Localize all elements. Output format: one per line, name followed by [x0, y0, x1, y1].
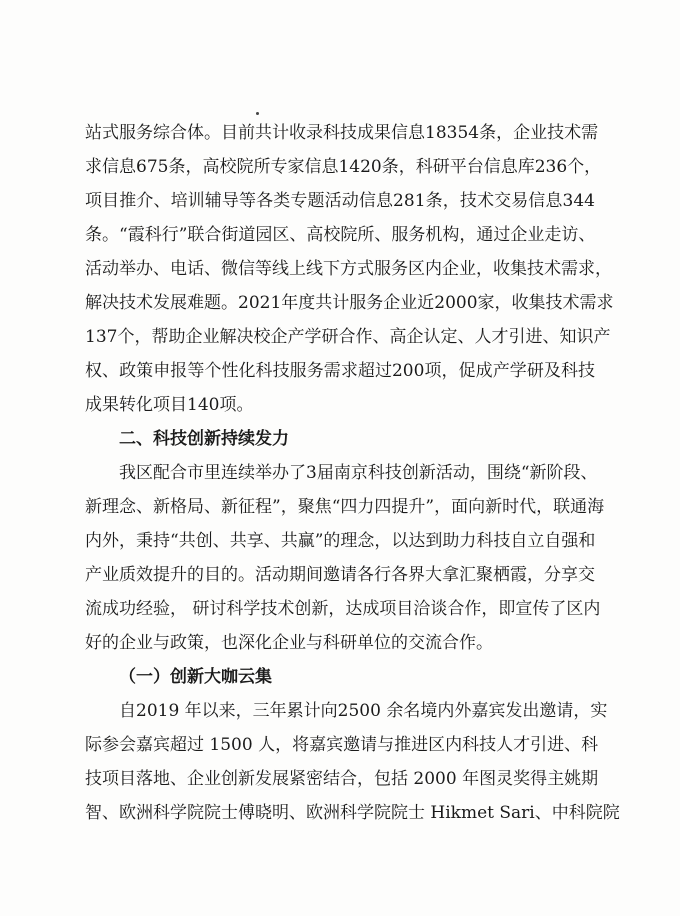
body-line: 137个，帮助企业解决校企产学研合作、高企认定、人才引进、知识产 — [85, 327, 611, 347]
body-line: 际参会嘉宾超过 1500 人，将嘉宾邀请与推进区内科技人才引进、科 — [85, 735, 599, 755]
body-line: 我区配合市里连续举办了3届南京科技创新活动，围绕“新阶段、 — [119, 463, 598, 483]
body-line: 好的企业与政策，也深化企业与科研单位的交流合作。 — [85, 633, 493, 653]
body-line: 流成功经验， 研讨科学技术创新，达成项目洽谈合作，即宣传了区内 — [85, 599, 601, 619]
body-line: 条。“霞科行”联合街道园区、高校院所、服务机构，通过企业走访、 — [85, 225, 596, 245]
body-line: 解决技术发展难题。2021年度共计服务企业近2000家，收集技术需求 — [85, 293, 614, 313]
body-line: 产业质效提升的目的。活动期间邀请各行各界大拿汇聚栖霞，分享交 — [85, 565, 595, 585]
body-line: 权、政策申报等个性化科技服务需求超过200项，促成产学研及科技 — [85, 361, 595, 381]
body-line: 内外，秉持“共创、共享、共赢”的理念，以达到助力科技自立自强和 — [85, 531, 596, 551]
body-line: 活动举办、电话、微信等线上线下方式服务区内企业，收集技术需求， — [85, 259, 612, 279]
body-line: 成果转化项目140项。 — [85, 395, 254, 415]
section-heading: 二、科技创新持续发力 — [119, 429, 289, 449]
body-line: 自2019 年以来，三年累计向2500 余名境内外嘉宾发出邀请，实 — [119, 701, 608, 721]
body-line: 技项目落地、企业创新发展紧密结合，包括 2000 年图灵奖得主姚期 — [85, 769, 599, 789]
body-line: 项目推介、培训辅导等各类专题活动信息281条，技术交易信息344 — [85, 191, 595, 211]
body-line: 站式服务综合体。目前共计收录科技成果信息18354条，企业技术需 — [85, 123, 599, 143]
body-line: 求信息675条，高校院所专家信息1420条，科研平台信息库236个， — [85, 157, 602, 177]
subsection-heading: （一）创新大咖云集 — [119, 667, 272, 687]
body-line: 新理念、新格局、新征程”，聚焦“四力四提升”，面向新时代，联通海 — [85, 497, 605, 517]
scan-speck — [256, 112, 259, 115]
body-line: 智、欧洲科学院院士傅晓明、欧洲科学院院士 Hikmet Sari、中科院院 — [85, 803, 620, 823]
